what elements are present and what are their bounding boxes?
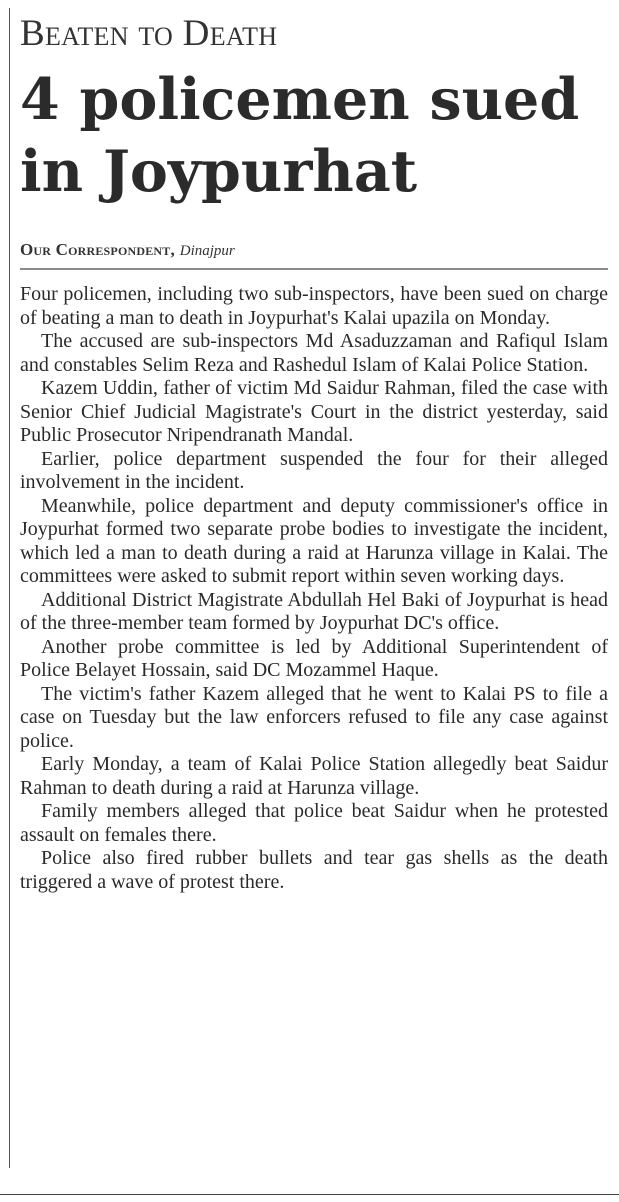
article-byline	[20, 240, 235, 261]
paragraph-6: Additional District Magistrate Abdullah Hel Baki of Joypurhat is head of the three-member team formed by Joypurhat DC's office.	[20, 588, 608, 634]
paragraph-9: Early Monday, a team of Kalai Police Station allegedly beat Saidur Rahman to death during a raid at Harunza village.	[20, 753, 608, 799]
article-body	[20, 283, 608, 894]
paragraph-2: The accused are sub-inspectors Md Asaduzzaman and Rafiqul Islam and constables Selim Reza and Rashedul Islam of Kalai Police Station.	[20, 330, 608, 376]
paragraph-5: Meanwhile, police department and deputy commissioner's office in Joypurhat formed two separate probe bodies to investigate the incident, which led a man to death during a raid at Harunza village in Kalai. The committees were asked to submit report within seven working days.	[20, 494, 608, 587]
paragraph-10: Family members alleged that police beat Saidur when he protested assault on females there.	[20, 800, 608, 846]
headline-line-1: 4 policemen sued	[20, 66, 580, 133]
headline-line-2: in Joypurhat	[20, 138, 418, 205]
byline-location: Dinajpur	[179, 243, 235, 259]
paragraph-8: The victim's father Kazem alleged that he went to Kalai PS to file a case on Tuesday but the law enforcers refused to file any case against police.	[20, 682, 608, 752]
paragraph-1: Four policemen, including two sub-inspectors, have been sued on charge of beating a man to death in Joypurhat's Kalai upazila on Monday.	[20, 283, 608, 329]
byline-divider	[20, 268, 608, 270]
column-left-rule	[9, 8, 10, 1168]
bottom-rule	[0, 1194, 619, 1195]
paragraph-3: Kazem Uddin, father of victim Md Saidur Rahman, filed the case with Senior Chief Judicial Magistrate's Court in the district yesterday, said Public Prosecutor Nripendranath Mandal.	[20, 377, 608, 446]
paragraph-4: Earlier, police department suspended the four for their alleged involvement in the incident.	[20, 447, 608, 493]
paragraph-7: Another probe committee is led by Additional Superintendent of Police Belayet Hossain, said DC Mozammel Haque.	[20, 635, 608, 681]
byline-author: Our Correspondent,	[20, 240, 175, 259]
article-kicker: Beaten to Death	[20, 13, 278, 54]
article-headline	[20, 64, 619, 208]
paragraph-11: Police also fired rubber bullets and tear gas shells as the death triggered a wave of protest there.	[20, 847, 608, 893]
